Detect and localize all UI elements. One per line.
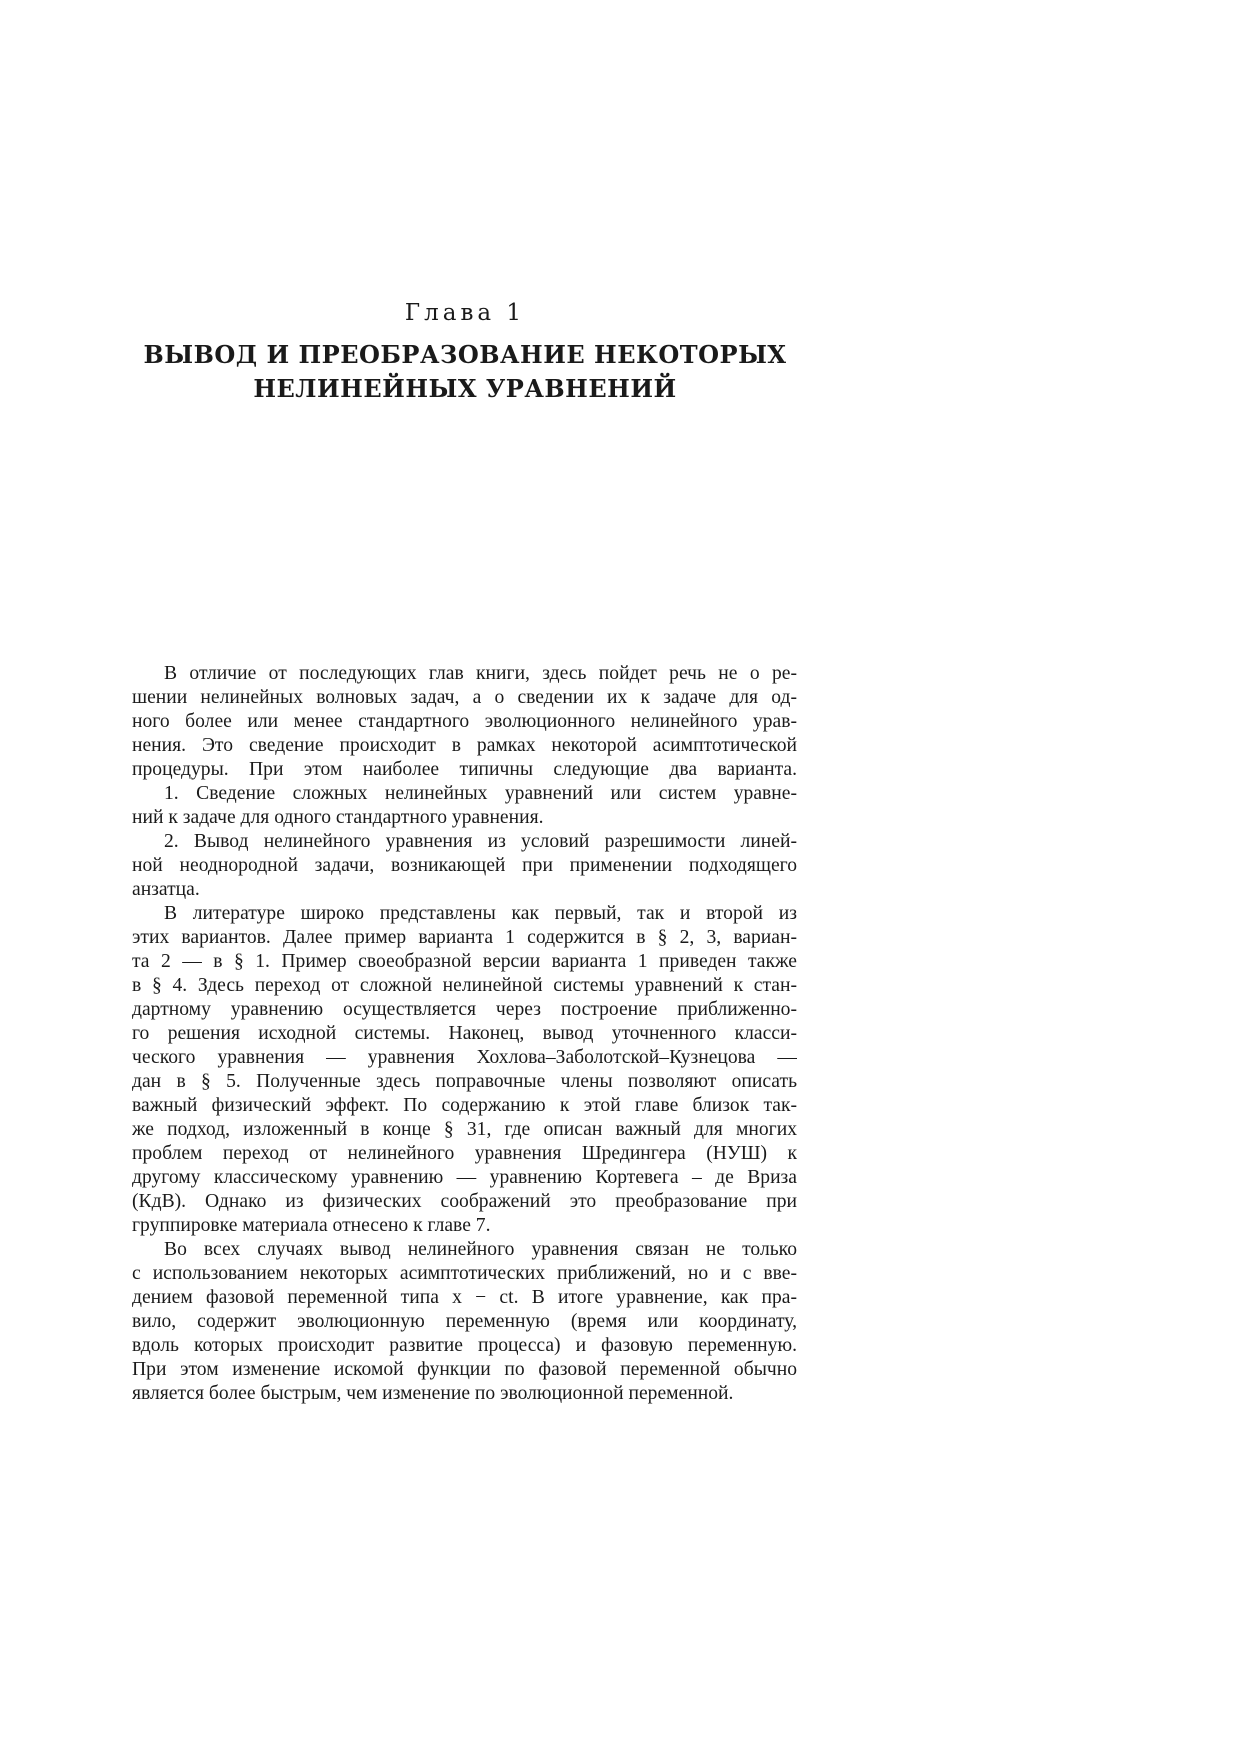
text-line: ного более или менее стандартного эволюционного нелинейного урав- [132,711,797,732]
text-line: дан в § 5. Полученные здесь поправочные члены позволяют описать [132,1071,797,1092]
text-line: ний к задаче для одного стандартного уравнения. [132,807,544,828]
text-line: (КдВ). Однако из физических соображений это преобразование при [132,1191,797,1212]
chapter-title-line: НЕЛИНЕЙНЫХ УРАВНЕНИЙ [253,374,677,403]
text-line: процедуры. При этом наиболее типичны следующие два варианта. [132,759,797,780]
text-line: является более быстрым, чем изменение по эволюционной переменной. [132,1383,734,1404]
text-line: та 2 — в § 1. Пример своеобразной версии варианта 1 приведен также [132,951,797,972]
text-line: 2. Вывод нелинейного уравнения из условий разрешимости линей- [164,831,797,852]
chapter-label: Глава 1 [404,300,526,326]
text-line: ческого уравнения — уравнения Хохлова–Заболотской–Кузнецова — [132,1047,797,1068]
text-line: группировке материала отнесено к главе 7. [132,1215,491,1236]
text-line: анзатца. [132,879,200,900]
text-line: Во всех случаях вывод нелинейного уравнения связан не только [164,1239,797,1260]
text-line: этих вариантов. Далее пример варианта 1 содержится в § 2, 3, вариан- [132,927,797,948]
text-line: При этом изменение искомой функции по фазовой переменной обычно [132,1359,797,1380]
text-line: нения. Это сведение происходит в рамках некоторой асимптотической [132,735,797,756]
text-line: ной неоднородной задачи, возникающей при применении подходящего [132,855,797,876]
chapter-title-line: ВЫВОД И ПРЕОБРАЗОВАНИЕ НЕКОТОРЫХ [143,340,787,369]
text-line: проблем переход от нелинейного уравнения Шредингера (НУШ) к [132,1143,797,1164]
text-line: дартному уравнению осуществляется через построение приближенно- [132,999,797,1020]
text-line: вило, содержит эволюционную переменную (время или координату, [132,1311,797,1332]
text-line: 1. Сведение сложных нелинейных уравнений или систем уравне- [164,783,797,804]
text-line: В литературе широко представлены как первый, так и второй из [164,903,797,924]
chapter-title [120,338,810,406]
chapter-intro-text [132,662,797,1406]
text-line: шении нелинейных волновых задач, а о сведении их к задаче для од- [132,687,797,708]
text-line: другому классическому уравнению — уравнению Кортевега – де Вриза [132,1167,797,1188]
text-line: вдоль которых происходит развитие процесса) и фазовую переменную. [132,1335,797,1356]
text-line: го решения исходной системы. Наконец, вывод уточненного класси- [132,1023,797,1044]
text-line: В отличие от последующих глав книги, здесь пойдет речь не о ре- [164,663,797,684]
text-line: дением фазовой переменной типа x − ct. В итоге уравнение, как пра- [132,1287,797,1308]
text-line: с использованием некоторых асимптотических приближений, но и с вве- [132,1263,797,1284]
text-line: же подход, изложенный в конце § 31, где описан важный для многих [132,1119,797,1140]
text-line: важный физический эффект. По содержанию к этой главе близок так- [132,1095,797,1116]
text-line: в § 4. Здесь переход от сложной нелинейной системы уравнений к стан- [132,975,797,996]
